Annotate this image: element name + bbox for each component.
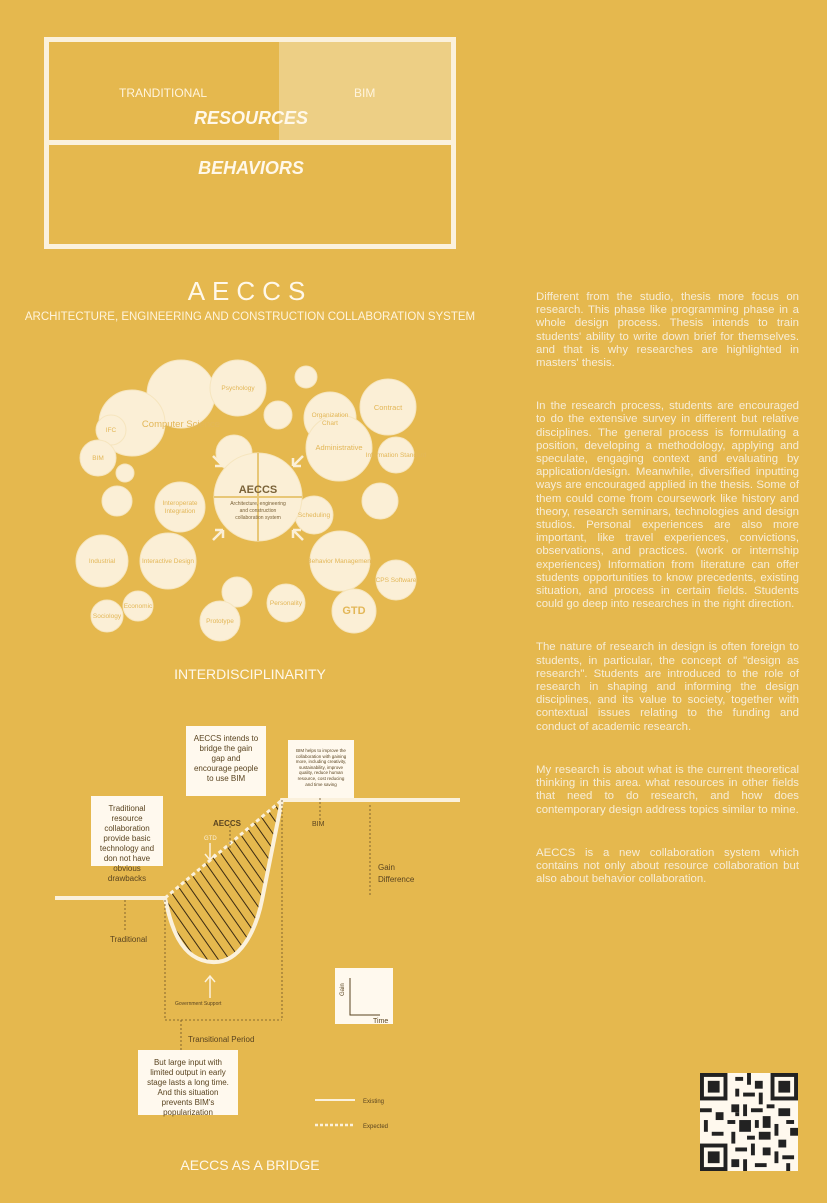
page-subtitle: ARCHITECTURE, ENGINEERING AND CONSTRUCTION COLLABORATION SYSTEM — [24, 311, 476, 323]
panel-divider — [49, 140, 451, 145]
svg-text:Behavior Management: Behavior Management — [307, 558, 373, 565]
bubble-bim-application — [102, 486, 132, 516]
paragraph-4: My research is about what is the current theoretical thinking in this area. what resources in other fields that need to do research, and how does contemporary design address topics similar to mine. — [536, 763, 799, 816]
svg-text:Industrial: Industrial — [88, 558, 116, 565]
qr-code-icon[interactable] — [700, 1073, 798, 1171]
resources-behaviors-panel — [44, 37, 456, 249]
aeccs-axis-label: AECCS — [213, 819, 242, 828]
svg-text:Chart: Chart — [322, 420, 338, 427]
note-traditional: Traditional resource collaboration provide basic technology and don not have obvious drawbacks — [91, 796, 163, 866]
axis-time-label: Time — [373, 1018, 389, 1025]
bim-label: BIM — [354, 86, 376, 100]
svg-text:Information Standard: Information Standard — [365, 452, 427, 459]
gain-label: Gain — [378, 863, 395, 872]
svg-text:GTD: GTD — [342, 605, 366, 617]
bubble-interoperate-integration — [155, 482, 205, 532]
svg-text:IFC: IFC — [105, 427, 117, 434]
paragraph-2: In the research process, students are encouraged to do the extensive survey in different but relative disciplines. The general process is formulating a position, developing a methodology, applying and speculate, engaging context and evaluating by application/design. Meanwhile, diversified inputting ways are encouraged applied in the thesis. Some of them could come from coursework like history and theory, research seminars, technologies and design studios. Personal experiences are also more important, like travel experiences, convictions, observations, and practices. (work or internship experiences) Information from literature can offer students opportunities to know precedents, existing situation, and process in certain fields. Students could go deep into researches in the right direction. — [536, 400, 799, 611]
svg-text:BIM: BIM — [92, 455, 104, 462]
svg-text:Prototype: Prototype — [206, 618, 234, 625]
svg-text:Personality: Personality — [269, 600, 303, 607]
transitional-period-label: Transitional Period — [188, 1035, 255, 1044]
bubble-teamwork-priority — [264, 401, 292, 429]
svg-text:and construction: and construction — [239, 508, 277, 514]
page-title: AECCS — [187, 276, 313, 306]
note-bim: BIM helps to improve the collaboration with gaining more, including creativity, sustainability, improve quality, reduce human resource, cost reducing and time saving — [288, 740, 354, 798]
behaviors-label: BEHAVIORS — [198, 158, 304, 178]
center-title: AECCS — [238, 484, 278, 496]
svg-text:Sociology: Sociology — [92, 613, 122, 620]
svg-text:Interoperate: Interoperate — [162, 500, 198, 507]
resources-label: RESOURCES — [193, 108, 309, 128]
axis-gain-label: Gain — [340, 983, 346, 996]
gtd-label: GTD — [204, 836, 217, 842]
paragraph-1: Different from the studio, thesis more focus on research. This phase like programming phase in a whole design process. Thesis intends to train students' ability to write down brief for themselves. and that is why researches are highlighted in masters' thesis. — [536, 291, 799, 370]
svg-text:Psychology: Psychology — [221, 385, 255, 392]
bim-axis-label: BIM — [312, 821, 325, 828]
note-bottom: But large input with limited output in early stage lasts a long time. And this situation prevents BIM's popularization — [138, 1050, 238, 1115]
interdisciplinarity-label: INTERDISCIPLINARITY — [174, 666, 326, 682]
bridge-label: AECCS AS A BRIDGE — [180, 1157, 320, 1173]
legend-expected: Expected — [363, 1124, 389, 1130]
traditional-curve-label: Traditional — [110, 935, 148, 944]
svg-text:CPS Software: CPS Software — [375, 577, 417, 584]
svg-text:Computer Science: Computer Science — [141, 419, 221, 430]
text-column — [536, 291, 799, 916]
paragraph-3: The nature of research in design is often foreign to students, in particular, the concept of "design as research". Students are introduced to the role of research in shaping and informing the design disciplines, and its value to society, together with contextual issues relating to the funding and conduct of academic research. — [536, 641, 799, 733]
paragraph-5: AECCS is a new collaboration system which contains not only about resource collaboration but also about behavior collaboration. — [536, 846, 799, 886]
bubble-data — [116, 464, 134, 482]
svg-text:Economic: Economic — [123, 603, 153, 610]
svg-text:collaboration system: collaboration system — [235, 515, 281, 521]
bubble-communication-feedback — [362, 483, 398, 519]
svg-text:Interactive Design: Interactive Design — [141, 558, 195, 565]
note-aeccs: AECCS intends to bridge the gain gap and encourage people to use BIM — [186, 726, 266, 796]
government-support-label: Government Support — [175, 1001, 222, 1007]
svg-text:Contract: Contract — [373, 403, 403, 412]
svg-text:Organization: Organization — [311, 412, 349, 419]
svg-text:Scheduling: Scheduling — [297, 512, 331, 519]
svg-text:Difference: Difference — [378, 875, 415, 884]
svg-text:Integration: Integration — [164, 508, 196, 515]
traditional-label: TRANDITIONAL — [119, 86, 208, 100]
bubble-structure — [295, 366, 317, 388]
svg-text:Architecture, engineering: Architecture, engineering — [230, 501, 286, 507]
legend-existing: Existing — [363, 1099, 385, 1105]
interdisciplinarity-diagram — [60, 355, 440, 655]
svg-text:Administrative: Administrative — [315, 443, 363, 452]
